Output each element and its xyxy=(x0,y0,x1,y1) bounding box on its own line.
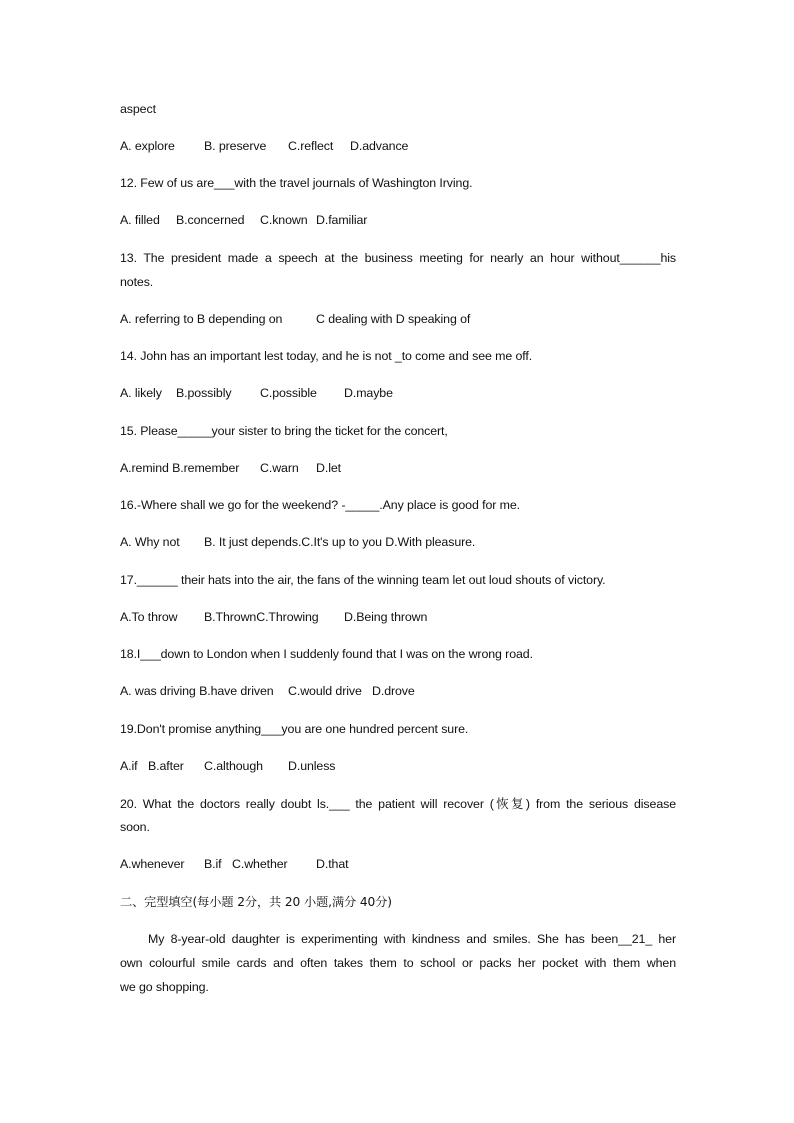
q12-options xyxy=(120,212,676,228)
option: D.unless xyxy=(288,759,336,773)
option: A.To throw xyxy=(120,610,178,624)
option: D.let xyxy=(316,461,341,475)
option: A.remind B.remember xyxy=(120,461,240,475)
option: C.would drive xyxy=(288,684,362,698)
q13-options xyxy=(120,311,676,327)
q14-options xyxy=(120,385,676,401)
q20-options xyxy=(120,856,676,872)
option: B.concerned xyxy=(176,213,245,227)
option: C.whether xyxy=(232,857,288,871)
option: B. It just depends.C.It's up to you D.With pleasure. xyxy=(204,535,476,549)
question-17: 17.______ their hats into the air, the fans of the winning team let out loud shouts of victory. xyxy=(120,573,606,587)
option: D.advance xyxy=(350,139,409,153)
option: C.reflect xyxy=(288,139,334,153)
option: A. likely xyxy=(120,386,162,400)
question-20: 20. What the doctors really doubt ls.___ the patient will recover (恢复) from the serious disease xyxy=(120,797,676,811)
question-19: 19.Don't promise anything___you are one hundred percent sure. xyxy=(120,722,469,736)
question-16: 16.-Where shall we go for the weekend? -_____.Any place is good for me. xyxy=(120,498,520,512)
question-18: 18.I___down to London when I suddenly found that I was on the wrong road. xyxy=(120,647,533,661)
option: B.possibly xyxy=(176,386,232,400)
q11-options xyxy=(120,138,676,154)
option: C.known xyxy=(260,213,308,227)
question-13: 13. The president made a speech at the business meeting for nearly an hour without______his xyxy=(120,251,676,265)
passage-line: we go shopping. xyxy=(120,980,209,994)
option: A. Why not xyxy=(120,535,180,549)
option: A.if xyxy=(120,759,138,773)
section-heading: 二、完型填空(每小题 2分，共 20 小题,满分 40分) xyxy=(120,895,392,909)
question-13-cont: notes. xyxy=(120,275,154,289)
option: D.familiar xyxy=(316,213,368,227)
passage-line: own colourful smile cards and often takes them to school or packs her pocket with them when xyxy=(120,956,676,970)
option: A. was driving B.have driven xyxy=(120,684,274,698)
option: B.ThrownC.Throwing xyxy=(204,610,319,624)
q16-options xyxy=(120,534,676,550)
text-line: aspect xyxy=(120,102,156,116)
option: B.if xyxy=(204,857,222,871)
option: C.warn xyxy=(260,461,299,475)
q17-options xyxy=(120,609,676,625)
option: B.after xyxy=(148,759,184,773)
option: C dealing with D speaking of xyxy=(316,312,471,326)
q19-options xyxy=(120,758,676,774)
option: D.Being thrown xyxy=(344,610,428,624)
option: A. referring to B depending on xyxy=(120,312,283,326)
option: D.maybe xyxy=(344,386,393,400)
passage-line: My 8-year-old daughter is experimenting with kindness and smiles. She has been__21_ her xyxy=(148,932,676,946)
option: D.drove xyxy=(372,684,415,698)
option: D.that xyxy=(316,857,349,871)
option: A. filled xyxy=(120,213,160,227)
option: B. preserve xyxy=(204,139,267,153)
option: C.possible xyxy=(260,386,317,400)
question-14: 14. John has an important lest today, and he is not _to come and see me off. xyxy=(120,349,533,363)
option: C.although xyxy=(204,759,263,773)
q15-options xyxy=(120,460,676,476)
option: A.whenever xyxy=(120,857,185,871)
question-20-cont: soon. xyxy=(120,820,150,834)
q18-options xyxy=(120,683,676,699)
question-15: 15. Please_____your sister to bring the ticket for the concert, xyxy=(120,424,448,438)
question-12: 12. Few of us are___with the travel journals of Washington Irving. xyxy=(120,176,473,190)
option: A. explore xyxy=(120,139,175,153)
